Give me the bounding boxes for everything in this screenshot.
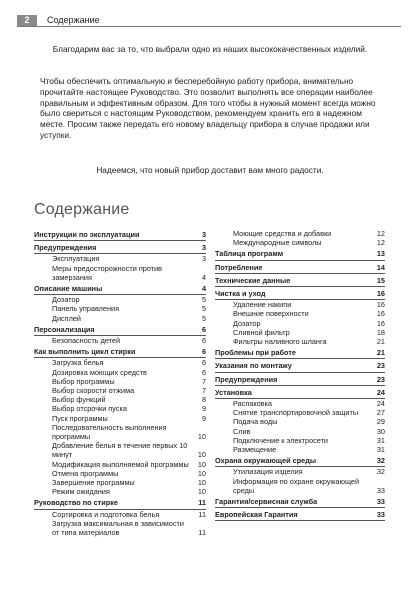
intro-paragraph-2 <box>40 76 380 141</box>
toc-entry-title: Сливной фильтр <box>233 327 290 337</box>
toc-section-entry[interactable] <box>34 243 206 254</box>
toc-entry-page: 6 <box>201 324 206 334</box>
toc-entry-title: Предупреждения <box>215 374 278 384</box>
toc-entry-page: 15 <box>376 275 385 285</box>
toc-subentry[interactable] <box>34 358 206 367</box>
toc-section-entry[interactable] <box>215 249 385 260</box>
toc-entry-page: 7 <box>201 386 206 396</box>
toc-section-entry[interactable] <box>215 456 385 467</box>
toc-section-entry[interactable] <box>34 325 206 336</box>
toc-subentry[interactable] <box>215 238 385 247</box>
toc-section-entry[interactable] <box>215 497 385 508</box>
toc-entry-page: 31 <box>376 445 385 455</box>
toc-subentry[interactable] <box>34 441 206 459</box>
intro-text-2: Чтобы обеспечить оптимальную и бесперебойную работу прибора, внимательно прочитайте настоящее Руководство. Это позволит выполнять все операции наиболее правильным и эффективным образом. Для того чтобы в нужный момент всегда можно было свериться с настоящим Руководством, рекомендуем хранить его в надежном месте. Просим также передать его новому владельцу прибора в случае продажи или уступки. <box>40 76 376 140</box>
toc-section-entry[interactable] <box>215 510 385 521</box>
toc-entry-title: Утилизация изделия <box>233 467 303 477</box>
toc-entry-page: 3 <box>201 254 206 264</box>
toc-entry-page: 10 <box>197 459 206 469</box>
toc-entry-page: 5 <box>201 304 206 314</box>
toc-entry-page: 5 <box>201 313 206 323</box>
toc-subentry[interactable] <box>34 314 206 323</box>
toc-entry-page: 24 <box>376 399 385 409</box>
toc-entry-page: 24 <box>376 387 385 397</box>
toc-entry-title: Указания по монтажу <box>215 361 292 371</box>
toc-subentry[interactable] <box>215 399 385 408</box>
toc-subentry[interactable] <box>34 414 206 423</box>
toc-entry-page: 21 <box>376 337 385 347</box>
toc-entry-page: 10 <box>197 487 206 497</box>
toc-subentry[interactable] <box>34 395 206 404</box>
toc-entry-title: Слив <box>233 426 251 436</box>
intro-paragraph-1 <box>40 44 380 55</box>
page-header <box>17 15 401 27</box>
toc-entry-page: 16 <box>376 300 385 310</box>
toc-entry-title: Дозировка моющих средств <box>52 367 147 377</box>
toc-entry-title: Информация по охране окружающей среды <box>233 476 360 495</box>
toc-entry-page: 33 <box>376 497 385 507</box>
toc-subentry[interactable] <box>34 478 206 487</box>
toc-entry-page: 10 <box>197 468 206 478</box>
toc-entry-page: 11 <box>198 528 206 538</box>
toc-entry-page: 30 <box>376 426 385 436</box>
toc-section-entry[interactable] <box>215 289 385 300</box>
toc-entry-page: 3 <box>201 230 206 239</box>
toc-entry-title: Выбор отсрочки пуска <box>52 404 127 414</box>
toc-subentry[interactable] <box>34 423 206 441</box>
toc-right-column <box>215 229 385 521</box>
toc-entry-page: 33 <box>376 510 385 520</box>
toc-entry-page: 7 <box>201 376 206 386</box>
toc-entry-page: 16 <box>376 318 385 328</box>
toc-entry-title: Технические данные <box>215 275 291 285</box>
toc-entry-page: 27 <box>376 408 385 418</box>
intro-text-3: Надеемся, что новый прибор доставит вам много радости. <box>96 165 324 175</box>
toc-subentry[interactable] <box>34 487 206 496</box>
toc-entry-title: Руководство по стирке <box>34 498 118 508</box>
toc-entry-title: Загрузка максимальная в зависимости от типа материалов <box>52 518 184 538</box>
toc-entry-title: Отмена программы <box>52 468 119 478</box>
toc-entry-title: Добавление белья в течение первых 10 минут <box>52 441 188 460</box>
toc-entry-title: Размещение <box>233 445 277 455</box>
toc-section-entry[interactable] <box>34 284 206 295</box>
intro-paragraph-3 <box>40 165 380 176</box>
toc-entry-page: 6 <box>201 367 206 377</box>
toc-entry-title: Распаковка <box>233 399 272 409</box>
toc-subentry[interactable] <box>34 460 206 469</box>
toc-entry-title: Международные символы <box>233 238 322 248</box>
toc-subentry[interactable] <box>34 469 206 478</box>
toc-entry-title: Потребление <box>215 262 263 272</box>
toc-title: Содержание <box>34 201 130 218</box>
toc-entry-page: 14 <box>376 262 385 272</box>
header-title: Содержание <box>47 15 100 25</box>
toc-subentry[interactable] <box>34 510 206 519</box>
toc-entry-page: 21 <box>376 348 385 358</box>
toc-entry-title: Моющие средства и добавки <box>233 229 332 238</box>
toc-entry-page: 8 <box>201 395 206 405</box>
toc-entry-page: 9 <box>201 404 206 414</box>
toc-subentry[interactable] <box>34 304 206 313</box>
toc-entry-title: Проблемы при работе <box>215 348 296 358</box>
toc-subentry[interactable] <box>215 467 385 476</box>
toc-entry-page: 9 <box>201 413 206 423</box>
toc-entry-title: Фильтры наливного шланга <box>233 337 327 347</box>
toc-section-entry[interactable] <box>215 348 385 359</box>
toc-entry-page: 23 <box>376 374 385 384</box>
toc-subentry[interactable] <box>215 408 385 417</box>
toc-section-entry[interactable] <box>215 388 385 399</box>
toc-subentry[interactable] <box>34 519 206 537</box>
toc-entry-title: Завершение программы <box>52 478 135 488</box>
toc-subentry[interactable] <box>215 337 385 346</box>
toc-subentry[interactable] <box>34 386 206 395</box>
page-number: 2 <box>17 15 37 26</box>
toc-entry-title: Режим ожидания <box>52 487 110 497</box>
toc-subentry[interactable] <box>215 300 385 309</box>
toc-entry-title: Охрана окружающей среды <box>215 456 317 466</box>
toc-section-entry[interactable] <box>34 347 206 358</box>
toc-subentry[interactable] <box>215 417 385 426</box>
toc-subentry[interactable] <box>34 377 206 386</box>
toc-entry-page: 6 <box>201 336 206 346</box>
toc-entry-title: Подключение к электросети <box>233 435 329 445</box>
toc-subentry[interactable] <box>215 427 385 436</box>
toc-entry-title: Как выполнить цикл стирки <box>34 347 136 357</box>
toc-entry-title: Гарантия/сервисная служба <box>215 497 318 507</box>
toc-entry-page: 4 <box>201 272 206 282</box>
toc-entry-page: 23 <box>376 361 385 371</box>
toc-entry-page: 12 <box>376 229 385 238</box>
toc-entry-title: Снятие транспортировочной защиты <box>233 408 359 418</box>
toc-entry-title: Европейская Гарантия <box>215 510 298 520</box>
toc-section-entry[interactable] <box>215 276 385 287</box>
toc-entry-page: 16 <box>376 289 385 299</box>
toc-entry-title: Инструкции по эксплуатации <box>34 230 140 239</box>
toc-entry-title: Эксплуатация <box>52 254 100 264</box>
toc-entry-title: Сортировка и подготовка белья <box>52 509 160 519</box>
toc-entry-page: 6 <box>201 347 206 357</box>
toc-section-entry[interactable] <box>215 361 385 372</box>
toc-entry-title: Таблица программ <box>215 249 284 259</box>
toc-subentry[interactable] <box>215 445 385 454</box>
toc-section-entry[interactable] <box>34 230 206 241</box>
toc-subentry[interactable] <box>215 436 385 445</box>
toc-entry-title: Загрузка белья <box>52 358 104 368</box>
toc-entry-page: 18 <box>376 327 385 337</box>
toc-subentry[interactable] <box>215 328 385 337</box>
toc-subentry[interactable] <box>215 477 385 495</box>
toc-entry-page: 29 <box>376 417 385 427</box>
toc-entry-title: Последовательность выполнения программы <box>52 422 167 442</box>
toc-subentry[interactable] <box>215 309 385 318</box>
toc-entry-title: Выбор функций <box>52 395 106 405</box>
toc-entry-title: Чистка и уход <box>215 289 266 299</box>
toc-entry-title: Дозатор <box>233 318 261 328</box>
toc-entry-page: 10 <box>197 478 206 488</box>
toc-entry-title: Внешние поверхности <box>233 309 309 319</box>
toc-entry-page: 32 <box>376 467 385 477</box>
toc-entry-title: Модификация выполняемой программы <box>52 459 189 469</box>
toc-entry-title: Безопасность детей <box>52 336 121 346</box>
toc-entry-page: 3 <box>201 243 206 253</box>
toc-section-entry[interactable] <box>215 263 385 274</box>
toc-entry-title: Подача воды <box>233 417 278 427</box>
toc-entry-page: 16 <box>376 309 385 319</box>
toc-section-entry[interactable] <box>34 498 206 509</box>
toc-entry-page: 31 <box>376 435 385 445</box>
toc-subentry[interactable] <box>34 254 206 263</box>
toc-entry-page: 12 <box>376 238 385 248</box>
toc-entry-page: 5 <box>201 295 206 305</box>
toc-section-entry[interactable] <box>215 375 385 386</box>
toc-entry-page: 4 <box>201 284 206 294</box>
intro-text-1: Благодарим вас за то, что выбрали одно из наших высококачественных изделий. <box>52 44 368 54</box>
toc-entry-title: Установка <box>215 387 252 397</box>
toc-subentry[interactable] <box>215 319 385 328</box>
toc-entry-title: Пуск программы <box>52 413 108 423</box>
toc-entry-title: Описание машины <box>34 284 103 294</box>
toc-entry-page: 32 <box>376 456 385 466</box>
toc-entry-title: Удаление накипи <box>233 300 292 310</box>
toc-entry-page: 11 <box>198 509 206 519</box>
toc-left-column <box>34 228 206 537</box>
toc-subentry[interactable] <box>34 295 206 304</box>
toc-subentry[interactable] <box>34 368 206 377</box>
toc-entry-title: Выбор программы <box>52 376 115 386</box>
toc-subentry[interactable] <box>215 229 385 238</box>
toc-entry-page: 10 <box>197 432 206 442</box>
toc-subentry[interactable] <box>34 264 206 282</box>
toc-entry-title: Панель управления <box>52 304 120 314</box>
toc-entry-title: Выбор скорости отжима <box>52 386 135 396</box>
toc-entry-title: Предупреждения <box>34 243 97 253</box>
toc-entry-page: 6 <box>201 358 206 368</box>
toc-entry-title: Меры предосторожности против замерзания <box>52 263 163 282</box>
toc-entry-title: Дозатор <box>52 295 80 305</box>
toc-entry-page: 11 <box>198 498 206 508</box>
toc-entry-page: 33 <box>376 485 385 495</box>
toc-subentry[interactable] <box>34 404 206 413</box>
toc-entry-page: 10 <box>197 450 206 460</box>
toc-entry-page: 13 <box>376 249 385 259</box>
toc-subentry[interactable] <box>34 336 206 345</box>
toc-entry-title: Дисплей <box>52 313 82 323</box>
toc-entry-title: Персонализация <box>34 324 95 334</box>
